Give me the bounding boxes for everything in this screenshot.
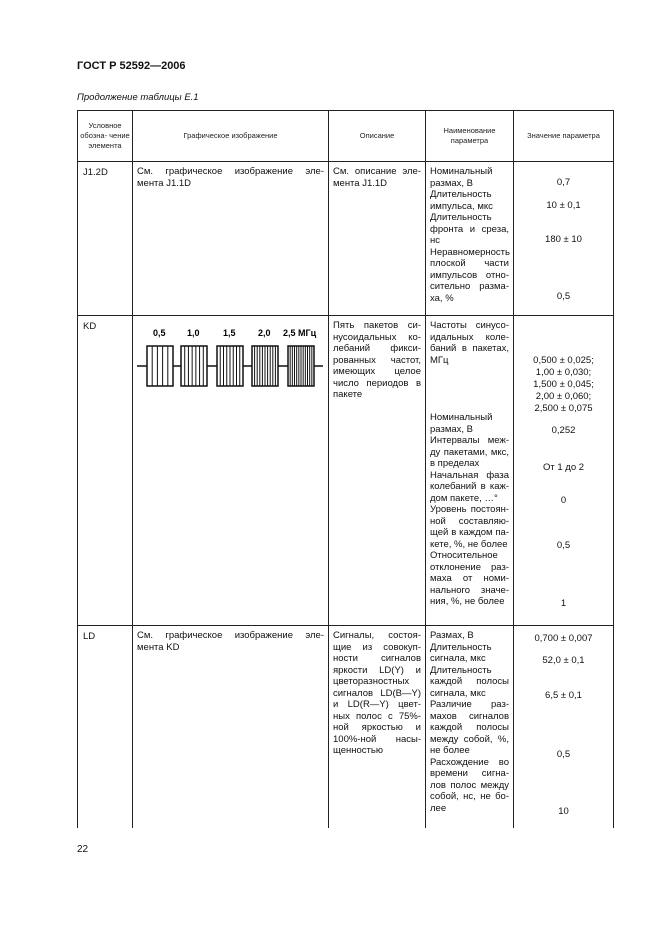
parameter-value: 1	[560, 598, 567, 609]
parameter-name: Длительность фронта и среза, нс	[430, 212, 509, 246]
column-header-parameter: Наименование параметра	[426, 111, 514, 162]
element-code: J1.2D	[83, 167, 108, 178]
parameter-value: 0	[560, 495, 567, 506]
parameter-value: 0,7	[556, 177, 571, 188]
parameter-name: Частоты синусо- идальных коле- баний в пакетах, МГц	[430, 320, 509, 366]
parameter-value: 1,500 ± 0,045;	[533, 379, 594, 390]
column-header-code: Условное обозна- чение элемента	[78, 111, 133, 162]
burst-packet	[147, 346, 173, 386]
parameter-name: Размах, В	[430, 630, 474, 641]
description-text: См. описание эле- мента J1.1D	[333, 166, 421, 189]
table-caption: Продолжение таблицы Е.1	[77, 92, 199, 103]
burst-waveform-graphic	[137, 326, 323, 396]
burst-packets	[147, 346, 314, 386]
frequency-label: 0,5	[153, 328, 166, 338]
parameter-value: 0,700 ± 0,007	[534, 633, 593, 644]
table-row	[78, 316, 614, 626]
parameter-value: 1,00 ± 0,030;	[535, 367, 592, 378]
parameter-name: Длительность сигнала, мкс	[430, 641, 492, 664]
parameter-name: Начальная фаза колебаний в каж- дом пакете, …°	[430, 469, 509, 504]
frequency-label: 2,0	[258, 328, 271, 338]
parameter-value: 0,500 ± 0,025;	[533, 355, 594, 366]
parameter-name: Расхождение во времени сигна- лов полос между собой, нс, не бо- лее	[430, 756, 509, 814]
frequency-label: 2,5 МГц	[283, 328, 317, 338]
parameter-name: Длительность каждой полосы сигнала, мкс	[430, 664, 509, 699]
parameter-name: Относительное отклонение раз- маха от номи- нального значе- ния, %, не более	[430, 550, 509, 607]
parameter-name: Длительность импульса, мкс	[430, 189, 493, 212]
parameter-name: Различие раз- махов сигналов каждой полосы между собой, %, не более	[430, 699, 509, 756]
parameter-value: 180 ± 10	[545, 234, 582, 245]
description-text: Пять пакетов си- нусоидальных ко- лебаний фикси- рованных частот, имеющих целое число периодов в пакете	[333, 320, 421, 400]
frequency-label: 1,5	[223, 328, 236, 338]
document-header: ГОСТ Р 52592—2006	[77, 60, 186, 72]
parameter-name: Номинальный размах, В	[430, 166, 493, 189]
parameter-value: 0,5	[556, 749, 571, 760]
parameters-table	[77, 110, 614, 828]
page-number: 22	[77, 844, 89, 855]
parameter-name: Номинальный размах, В	[430, 412, 493, 435]
column-header-value: Значение параметра	[514, 111, 614, 162]
column-header-description: Описание	[329, 111, 426, 162]
parameter-value: 52,0 ± 0,1	[542, 655, 585, 666]
graphic-reference: См. графическое изображение эле- мента KD	[137, 630, 324, 653]
parameter-value: 0,5	[556, 540, 571, 551]
parameter-name: Уровень постоян- ной составляю- щей в каждом па- кете, %, не более	[430, 504, 509, 550]
parameter-value: 0,5	[556, 291, 571, 302]
parameter-value: 0,252	[551, 425, 576, 436]
parameter-value: 10 ± 0,1	[546, 200, 581, 211]
column-header-graphic: Графическое изображение	[133, 111, 329, 162]
parameter-value: 10	[558, 806, 569, 817]
table-row	[78, 162, 614, 316]
element-code: LD	[83, 631, 96, 642]
parameter-name: Интервалы меж- ду пакетами, мкс, в пределах	[430, 435, 509, 469]
frequency-label: 1,0	[187, 328, 200, 338]
description-text: Сигналы, состоя- щие из совокуп- ности сигналов яркости LD(Y) и цветоразностных сигналов LD(B—Y) и LD(R—Y) цвет- ных полос с 75%- ной яркостью и 100%-ной насы- щенностью	[333, 630, 421, 756]
parameter-value: 6,5 ± 0,1	[545, 690, 582, 701]
parameter-value: 2,500 ± 0,075	[534, 403, 593, 414]
element-code: KD	[83, 321, 97, 332]
parameter-value: От 1 до 2	[542, 462, 585, 473]
table-header-row	[78, 111, 614, 162]
parameter-name: Неравномерность плоской части импульсов отно- сительно разма- ха, %	[430, 246, 510, 304]
table-row	[78, 626, 614, 828]
graphic-reference: См. графическое изображение эле- мента J1.1D	[137, 166, 324, 189]
parameter-value: 2,00 ± 0,060;	[535, 391, 592, 402]
